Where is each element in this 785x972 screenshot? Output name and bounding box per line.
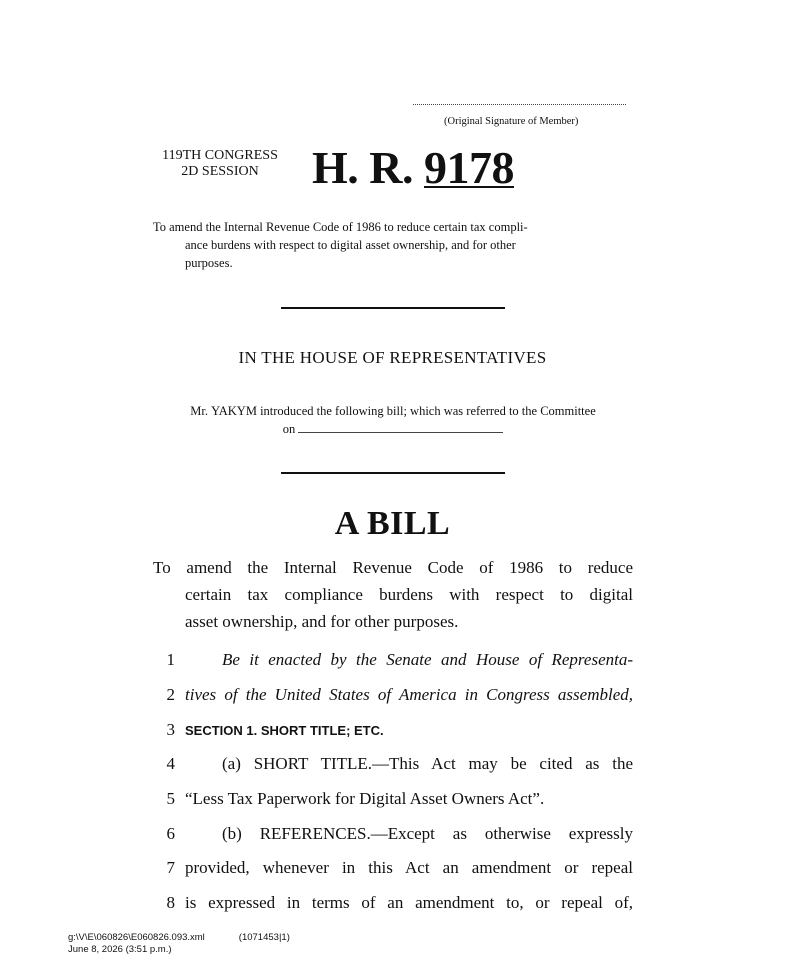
bill-number: 9178 [424,142,514,193]
footer-file-path: g:\V\E\060826\E060826.093.xml [68,932,205,943]
references-text: provided, whenever in this Act an amendment or repeal [185,858,633,877]
introduction-line-2 [153,420,633,438]
bill-line-4 [150,754,635,778]
enacting-clause: Be it enacted by the Senate and House of Representa- [222,650,633,669]
short-purpose [153,218,633,272]
subsection-b [185,824,633,844]
line-number: 7 [166,858,175,877]
congress-session [150,148,290,180]
divider-bottom [281,472,505,474]
subsection-heading: REFERENCES [259,824,367,843]
bill-line-7 [150,858,635,882]
para-label: (a) [222,754,241,773]
introduction-line-1 [153,402,633,420]
bill-title [312,138,514,198]
bill-prefix: H. R. [312,142,413,193]
footer-date: June 8, 2026 (3:51 p.m.) [68,944,172,955]
introduction-text: introduced the following bill; which was referred to the Committee [260,404,596,418]
line-number: 6 [166,824,175,843]
congress-label: 119TH CONGRESS [162,148,278,163]
long-purpose-line-1: To amend the Internal Revenue Code of 1986 to reduce [153,558,633,577]
session-label: 2D SESSION [181,164,259,179]
committee-blank-line [298,420,503,433]
line-number: 3 [166,720,175,739]
chamber-heading: IN THE HOUSE OF REPRESENTATIVES [238,348,547,367]
line-number: 5 [166,789,175,808]
short-purpose-line-3: purposes. [185,256,233,270]
line-number: 8 [166,893,175,912]
document-footer [68,932,290,956]
footer-code: (1071453|1) [238,932,290,943]
bill-line-8 [150,893,635,917]
bill-line-5 [150,789,635,813]
subsection-a [185,754,633,774]
section-heading: SECTION 1. SHORT TITLE; ETC. [185,723,384,738]
short-purpose-line-1: To amend the Internal Revenue Code of 1986 to reduce certain tax compli- [153,220,528,234]
enacting-clause: tives of the United States of America in Congress assembled, [185,685,633,704]
para-label: (b) [222,824,242,843]
line-number: 4 [166,754,175,773]
long-purpose-line-3: asset ownership, and for other purposes. [185,612,459,631]
introduction [153,402,633,438]
footer-line-1 [68,932,290,944]
signature-label: (Original Signature of Member) [444,116,579,127]
signature-line [413,96,626,105]
long-purpose-line-2: certain tax compliance burdens with respect to digital [185,585,633,604]
bill-line-6 [150,824,635,848]
short-purpose-line-2: ance burdens with respect to digital asset ownership, and for other [185,238,516,252]
bill-line-3 [150,720,635,744]
line-number: 2 [166,685,175,704]
subsection-text: .—This Act may be cited as the [367,754,633,773]
references-text: is expressed in terms of an amendment to, or repeal of, [185,893,633,912]
short-title-text: “Less Tax Paperwork for Digital Asset Owners Act”. [185,789,545,808]
bill-line-1 [150,650,635,674]
subsection-heading: SHORT TITLE [253,754,368,773]
long-purpose [153,554,633,635]
line-number: 1 [166,650,175,669]
sponsor-name: YAKYM [211,404,257,418]
sponsor-prefix: Mr. [190,404,208,418]
bill-line-2 [150,685,635,709]
committee-on: on [282,422,296,436]
subsection-text: .—Except as otherwise expressly [366,824,633,843]
divider-top [281,307,505,309]
bill-heading: A BILL [334,505,451,542]
